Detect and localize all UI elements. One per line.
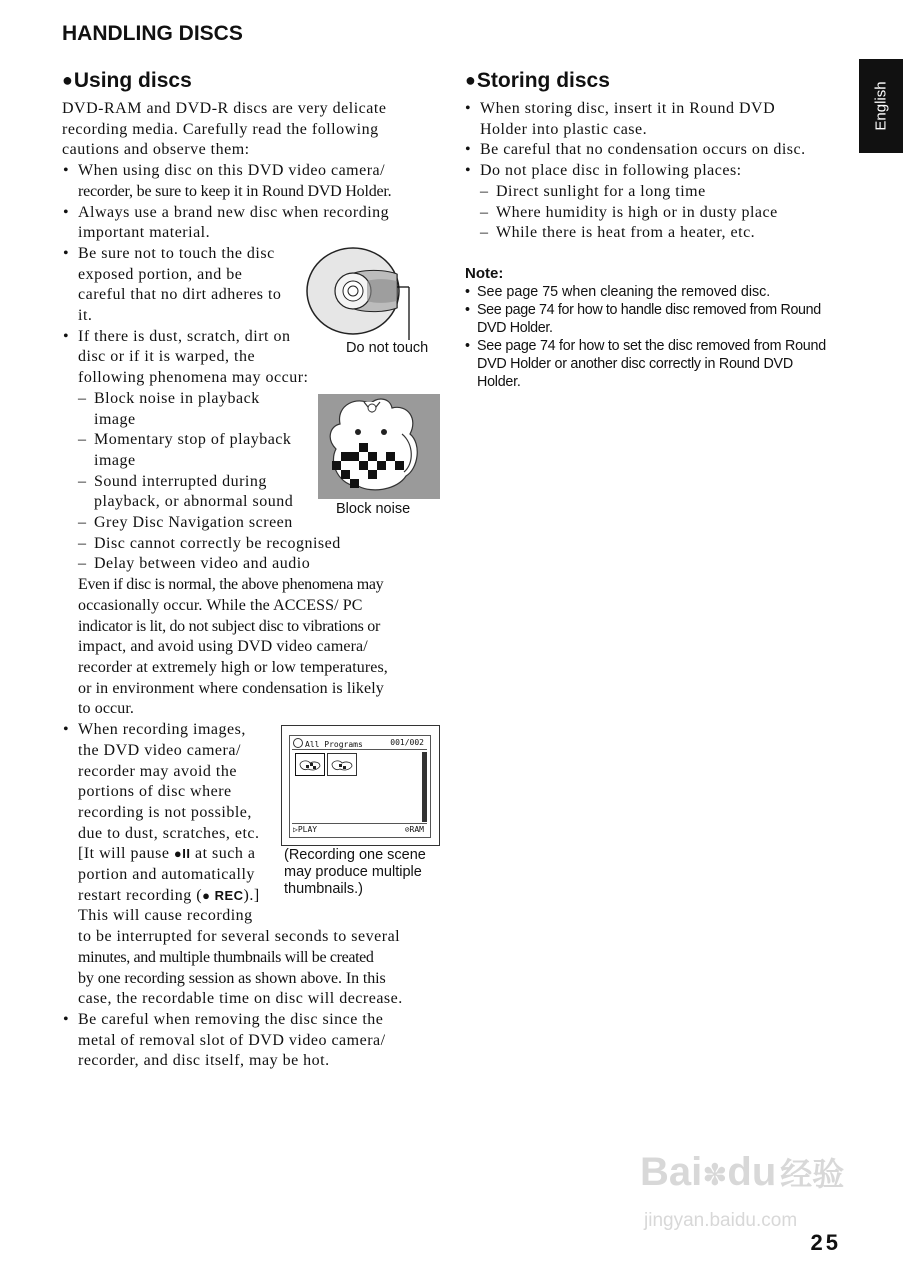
phenomenon-line: playback, or abnormal sound: [94, 493, 294, 511]
watermark-brand: [640, 1150, 844, 1198]
bullet-line: recorder, be sure to keep it in Round DVD Holder.: [78, 182, 392, 200]
bullet-line: recorder, and disc itself, may be hot.: [78, 1052, 330, 1070]
note-line: Holder.: [477, 374, 521, 390]
bullet-line: • Always use a brand new disc when recording: [78, 203, 390, 221]
bullet-item: [62, 161, 452, 202]
bullet-line: case, the recordable time on disc will decrease.: [78, 990, 403, 1008]
storing-discs-heading: [465, 69, 610, 93]
phenomenon-line: – Block noise in playback: [94, 389, 260, 407]
block-noise-figure: [318, 394, 440, 499]
bullet-item: • Be careful that no condensation occurs on disc.: [464, 140, 849, 161]
thumbnail: [327, 753, 357, 776]
bullet-line: by one recording session as shown above. In this: [78, 969, 386, 987]
screen-footer-play: PLAY: [297, 825, 318, 834]
bullet-line: recorder may avoid the: [78, 762, 237, 780]
bullet-line: minutes, and multiple thumbnails will be created: [78, 948, 374, 966]
bullet-line: careful that no dirt adheres to: [78, 286, 282, 304]
place-item: – While there is heat from a heater, etc.: [480, 223, 849, 244]
page-title: HANDLING DISCS: [62, 22, 243, 45]
thumbnail: [295, 753, 325, 776]
language-tab-label: English: [872, 81, 890, 131]
bullet-item: • Do not place disc in following places:: [464, 161, 849, 182]
places-list: [464, 182, 849, 244]
intro-line: DVD-RAM and DVD-R discs are very delicate: [62, 100, 387, 117]
watermark-brand-c: 经验: [780, 1156, 845, 1192]
screen-header-label: All Programs: [305, 740, 363, 749]
bullet-line: • If there is dust, scratch, dirt on: [78, 327, 291, 345]
screen-header-right: 001/002: [390, 738, 424, 747]
bullet-line: it.: [78, 307, 93, 325]
paragraph-line: Even if disc is normal, the above phenomena may: [78, 576, 384, 594]
note-item: [465, 337, 850, 391]
note-heading: Note:: [465, 265, 504, 282]
restart-text: ).]: [243, 886, 260, 904]
paragraph-line: indicator is lit, do not subject disc to vibrations or: [78, 617, 380, 635]
bullet-item: [62, 203, 452, 244]
place-item: – Where humidity is high or in dusty place: [480, 203, 849, 224]
screen-footer-right: [405, 825, 424, 834]
screen-divider: [292, 823, 427, 824]
rec-icon: ● REC: [202, 887, 244, 903]
heading-bullet-icon: ●: [62, 70, 73, 90]
paragraph-line: to occur.: [78, 700, 134, 718]
phenomenon-line: – Sound interrupted during: [94, 472, 267, 490]
bullet-line: • When using disc on this DVD video camera/: [78, 162, 386, 180]
paragraph-line: or in environment where condensation is likely: [78, 679, 384, 697]
bullet-line: recording is not possible,: [78, 803, 252, 821]
phenomenon-line: – Momentary stop of playback: [94, 431, 292, 449]
caption-line: may produce multiple: [284, 864, 422, 880]
bullet-line: This will cause recording: [78, 907, 253, 925]
note-item: [465, 301, 850, 337]
intro-line: cautions and observe them:: [62, 141, 250, 159]
note-line: DVD Holder or another disc correctly in Round DVD: [477, 356, 793, 372]
bullet-line: portions of disc where: [78, 783, 232, 801]
block-noise-illustration: [318, 394, 440, 499]
screen-inner: [289, 735, 431, 838]
using-discs-heading: [62, 69, 192, 93]
bullet-line: Holder into plastic case.: [480, 120, 648, 138]
phenomenon-item: – Delay between video and audio: [78, 554, 452, 575]
after-paragraph: [62, 575, 452, 720]
watermark-url: jingyan.baidu.com: [644, 1210, 798, 1231]
disc-holder-figure: [305, 246, 435, 341]
screen-footer-ram: RAM: [409, 825, 424, 834]
bullet-line: the DVD video camera/: [78, 741, 241, 759]
bullet-line: • Be careful when removing the disc since the: [78, 1010, 384, 1028]
screen-header-left: [293, 738, 363, 749]
disc-icon: [293, 738, 303, 748]
note-line: • See page 74 for how to set the disc removed from Round: [477, 338, 826, 354]
bullet-line: disc or if it is warped, the: [78, 348, 256, 366]
bullet-item: [62, 1010, 452, 1072]
paw-icon: ✽: [702, 1159, 728, 1192]
note-line: DVD Holder.: [477, 320, 553, 336]
bullet-line: • Be sure not to touch the disc: [78, 244, 275, 262]
storing-discs-heading-text: Storing discs: [476, 69, 610, 92]
disc-small-icon: ⊘: [404, 825, 410, 834]
note-item: • See page 75 when cleaning the removed disc.: [465, 283, 850, 301]
using-discs-body: [62, 99, 452, 1072]
bullet-line: portion and automatically: [78, 866, 255, 884]
phenomenon-item: – Grey Disc Navigation screen: [78, 513, 452, 534]
bullet-line: due to dust, scratches, etc.: [78, 824, 260, 842]
intro-line: recording media. Carefully read the following: [62, 120, 379, 138]
note-list: [465, 283, 850, 391]
phenomenon-item: – Disc cannot correctly be recognised: [78, 534, 452, 555]
restart-text: restart recording (: [78, 886, 203, 904]
disc-holder-illustration: [305, 246, 435, 341]
bullet-line: • When recording images,: [78, 721, 246, 739]
paragraph-line: recorder at extremely high or low temperatures,: [78, 658, 388, 676]
heading-bullet-icon: ●: [465, 70, 476, 90]
bullet-line: to be interrupted for several seconds to several: [78, 928, 401, 946]
caption-line: thumbnails.): [284, 881, 363, 897]
pause-text: [It will pause: [78, 845, 174, 863]
pause-text: at such a: [190, 845, 256, 863]
watermark-brand-b: du: [727, 1150, 777, 1194]
bullet-line: exposed portion, and be: [78, 265, 243, 283]
bullet-item: [464, 99, 849, 140]
phenomenon-line: image: [94, 410, 136, 428]
noise-caption: Block noise: [336, 501, 411, 517]
play-icon: ▷: [293, 825, 298, 834]
bullet-line: important material.: [78, 224, 211, 242]
disc-caption: Do not touch: [346, 340, 429, 356]
dog-thumbnail-icon: [328, 754, 356, 775]
place-item: – Direct sunlight for a long time: [480, 182, 849, 203]
phenomenon-line: image: [94, 451, 136, 469]
screen-caption: [284, 847, 426, 898]
baidu-watermark: [640, 1150, 844, 1232]
disc-navigation-screen: [281, 725, 440, 846]
language-tab: [859, 59, 903, 153]
paragraph-line: impact, and avoid using DVD video camera/: [78, 638, 368, 656]
pause-icon: ●II: [173, 846, 191, 862]
paragraph-line: occasionally occur. While the ACCESS/ PC: [78, 596, 363, 614]
note-line: • See page 74 for how to handle disc removed from Round: [477, 302, 821, 318]
bullet-line: • When storing disc, insert it in Round DVD: [480, 100, 776, 117]
watermark-brand-a: Bai: [640, 1150, 703, 1194]
screen-footer-left: [293, 825, 317, 834]
screen-divider: [292, 749, 427, 750]
bullet-line: metal of removal slot of DVD video camera/: [78, 1031, 386, 1049]
using-discs-heading-text: Using discs: [73, 69, 192, 92]
screen-scrollbar: [422, 752, 427, 822]
bullet-line: following phenomena may occur:: [78, 369, 309, 387]
dog-thumbnail-icon: [296, 754, 324, 775]
caption-line: (Recording one scene: [284, 847, 426, 863]
page-number: 25: [810, 1230, 841, 1255]
storing-discs-body: [464, 99, 849, 244]
